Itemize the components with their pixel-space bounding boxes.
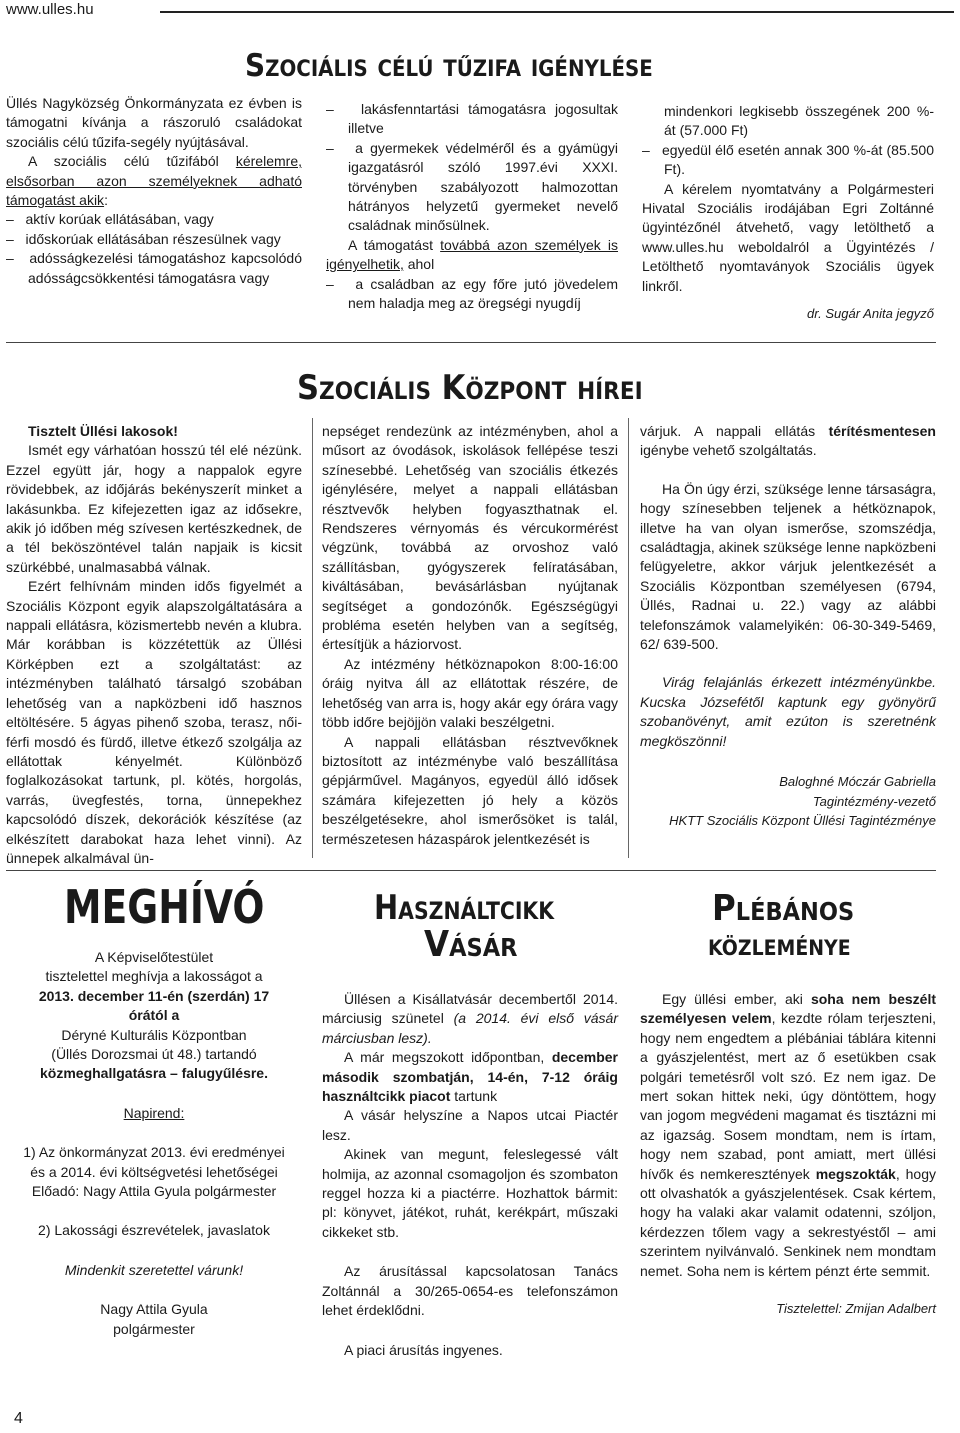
tuzifa-title: Szociális célú tűzifa igénylése	[245, 48, 653, 84]
kozpont-signature-org: HKTT Szociális Központ Üllési Tagintézménye	[669, 812, 936, 828]
meghivo-line: A Képviselőtestület	[94, 949, 214, 965]
meghivo-agenda-2: 2) Lakossági észrevételek, javaslatok	[38, 1222, 270, 1239]
kozpont-title: Szociális Központ hírei	[297, 368, 643, 408]
vasar-p1: Üllésen a Kisállatvásár decembertől 2014. márciusig szünetel (a 2014. évi első vásár márciusban lesz).	[322, 991, 619, 1046]
kozpont-p6: várjuk. A nappali ellátás térítésmentesen igénybe vehető szolgáltatás.	[640, 423, 936, 459]
vasar-title-1: Használtcikk	[374, 888, 555, 928]
vasar-p3: A vásár helyszíne a Napos utcai Piactér lesz.	[322, 1107, 618, 1143]
list-item: – a gyermekek védelméről és a gyámügyi igazgatásról szóló 1997.évi XXXI. törvényben szabályozott halmozottan hátrányos helyzetű gyermeket nevelő családnak minősülnek.	[326, 139, 618, 236]
list-item: – a családban az egy főre jutó jövedelem nem haladja meg az öregségi nyugdíj	[326, 275, 618, 314]
kozpont-signature-role: Tagintézmény-vezető	[812, 793, 936, 809]
meghivo-napirend: Napirend:	[123, 1104, 185, 1121]
meghivo-sign-name: Nagy Attila Gyula	[100, 1301, 208, 1318]
list-item: – lakásfenntartási támogatásra jogosultak illetve	[326, 100, 618, 139]
tuzifa-col-1	[6, 94, 302, 288]
kozpont-col-1	[6, 422, 302, 868]
meghivo-body	[6, 948, 302, 1339]
meghivo-sign-role: polgármester	[113, 1320, 195, 1337]
column-separator	[312, 418, 313, 858]
page-number: 4	[14, 1410, 23, 1427]
vasar-p6: A piaci árusítás ingyenes.	[344, 1341, 503, 1358]
section-divider	[6, 870, 936, 871]
kozpont-greeting: Tisztelt Üllési lakosok!	[28, 423, 178, 439]
plebanos-body	[640, 990, 936, 1319]
meghivo-address: (Üllés Dorozsmai út 48.) tartandó	[51, 1046, 257, 1063]
kozpont-col-2	[322, 422, 618, 849]
plebanos-title-2: közleménye	[708, 928, 851, 963]
vasar-p5: Az árusítással kapcsolatosan Tanács Zoltánnál a 30/265-0654-es telefonszámon lehet érdeklődni.	[322, 1263, 618, 1319]
site-url: www.ulles.hu	[6, 1, 94, 18]
kozpont-p5: A nappali ellátásban résztvevőknek biztosított az intézménybe való beszállítása gépjárművel. Magányos, egyedül álló idősek számára kifejezetten jó hely a közös beszélgetésekre, ahol ismerősöket is talál, természetesen házaspárok jelentkezését is	[322, 733, 618, 847]
meghivo-agenda-1b: és a 2014. évi költségvetési lehetőségei	[30, 1163, 278, 1180]
kozpont-col-3	[640, 422, 936, 830]
tuzifa-eligibility-underlined: kérelemre, elsősorban azon személyeknek adható támogatást akik	[6, 153, 302, 209]
plebanos-p1: Egy üllési ember, aki soha nem beszélt személyesen velem, kezdte rólam terjeszteni, hogy nem engedtem a plébániai táblára kitenni a gyászjelentést, mert az ő esetükben csak polgári temetésről volt szó. Ez nem igaz. De mert sokan hittek neki, úgy döntöttem, hogy van jogom megvédeni magamat és tisztázni mi az igazság. Sosem mondtam, nem is írtam, hogy nem szabad, pont amiatt, mert üllési hívők és nemkeresztények megszokták, hogy ott olvashatók a gyászjelentések. Csak kértem, hogy ha valaki akar valamit odatenni, szóljon, kérdezzen tőlem vagy a sekrestyéstől – ami szerintem nyilvánvaló. Senkinek nem mondtam nemet. Soha nem is kértem pénzt érte semmit.	[640, 991, 936, 1279]
list-item: – aktív korúak ellátásában, vagy	[6, 210, 302, 229]
kozpont-p4: Az intézmény hétköznapokon 8:00-16:00 óráig nyitva áll az ellátottak részére, de lehetőség van arra is, hogy akár egy órára vagy több időre bejöjjön valaki beszélgetni.	[322, 655, 618, 731]
meghivo-title: MEGHÍVÓ	[64, 880, 265, 934]
vasar-title-2: Vásár	[424, 924, 518, 965]
plebanos-signature: Tisztelettel: Zmijan Adalbert	[776, 1301, 936, 1317]
list-item: – időskorúak ellátásában részesülnek vagy	[6, 230, 302, 249]
meghivo-date: 2013. december 11-én (szerdán) 17	[38, 987, 270, 1004]
meghivo-agenda-1: 1) Az önkormányzat 2013. évi eredményei	[23, 1144, 285, 1161]
tuzifa-col-2	[326, 100, 618, 313]
section-divider	[6, 342, 936, 343]
meghivo-line: tisztelettel meghívja a lakosságot a	[45, 968, 263, 985]
list-item: – adósságkezelési támogatáshoz kapcsolódó adósságcsökkentési támogatásra vagy	[6, 249, 302, 288]
kozpont-signature-name: Baloghné Móczár Gabriella	[779, 774, 936, 790]
vasar-body	[322, 990, 618, 1360]
kozpont-p3: nepséget rendezünk az intézményben, ahol a műsort az óvodások, iskolások fellépése teszi színesebbé. Lehetőség van szociális étkezés igénylésére, melyet a nappali ellátásban résztvevők helyben fogyaszthatnak el. Rendszeres vérnyomás és vércukormérést végzünk, továbbá az orvoshoz való szállításban, gyógyszerek felíratásában, kiváltásában, bevásárlásban nyújtanak segítséget a gondozónők. Egészségügyi probléma esetén helyben van a segítség, értesítjük a háziorvost.	[322, 423, 618, 653]
meghivo-venue: Déryné Kulturális Központban	[61, 1026, 247, 1043]
meghivo-speaker: Előadó: Nagy Attila Gyula polgármester	[31, 1183, 277, 1200]
plebanos-title-1: Plébános	[712, 888, 855, 929]
tuzifa-signature: dr. Sugár Anita jegyző	[807, 306, 934, 322]
meghivo-closing: Mindenkit szeretettel várunk!	[64, 1261, 244, 1278]
tuzifa-col-3	[642, 102, 934, 323]
vasar-p2: A már megszokott időpontban, december második szombatján, 14-én, 7-12 óráig használtcikk piacot tartunk	[322, 1049, 618, 1105]
tuzifa-eligibility: A szociális célú tűzifából kérelemre, elsősorban azon személyeknek adható támogatást akik:	[6, 153, 302, 209]
kozpont-thanks: Virág felajánlás érkezett intézményünkbe. Kucska Józsefétől kaptunk egy gyönyörű szobanövényt, amit ezúton is szeretnénk megköszönni!	[640, 674, 936, 749]
kozpont-p2: Ezért felhívnám minden idős figyelmét a Szociális Központ egyik alapszolgáltatására a nappali ellátásra, közismertebb nevén a klubra. Már korábban is közzétettük az Üllési Körképben ezt a szolgáltatást: az intézményben található társalgó szobában lehetőség van a napközbeni idő hasznos eltöltésére. 5 ágyas pihenő szoba, terasz, női-férfi mosdó és fürdő, illetve étkező szolgálja az ellátottak kényelmét. Különböző foglalkozásokat tartunk, pl. kötés, horgolás, varrás, üvegfestés, torna, ünnepekhez kapcsolódó díszek, dekorációk készítése (az elkészített darabokat haza lehet vinni). Az ünnepek alkalmával ün-	[6, 578, 302, 866]
header-rule	[160, 11, 954, 13]
kozpont-p7: Ha Ön úgy érzi, szüksége lenne társaságra, hogy színesebben teljenek a hétköznapok, illetve ha van olyan ismerőse, szomszédja, családtagja, akinek szüksége lenne napközbeni felügyeletre, akkor várjuk jelentkezését a Szociális Központban személyesen (6794, Üllés, Radnai u. 22.) vagy az alábbi telefonszámok valamelyikén: 06-30-349-5469, 62/ 639-500.	[640, 480, 936, 653]
tuzifa-application: A kérelem nyomtatvány a Polgármesteri Hivatal Szociális irodájában Egri Zoltánné ügyintézőnél átvehető, vagy letölthető a www.ulles.hu weboldalról a Ügyintézés / Letölthető nyomtaványok Szociális ügyek linkről.	[642, 180, 934, 294]
tuzifa-intro: Üllés Nagyközség Önkormányzata ez évben is támogatni kívánja a rászoruló családokat szociális célú tűzifa-segély nyújtásával.	[6, 95, 302, 150]
column-separator	[628, 418, 629, 858]
meghivo-event: közmeghallgatásra – falugyűlésre.	[40, 1065, 268, 1082]
list-item: – egyedül élő esetén annak 300 %-át (85.500 Ft).	[642, 141, 934, 180]
meghivo-time: órától a	[128, 1007, 180, 1024]
tuzifa-additional-underlined: továbbá azon személyek is igényelhetik,	[326, 236, 619, 273]
tuzifa-additional: A támogatást továbbá azon személyek is igényelhetik, ahol	[326, 236, 619, 273]
vasar-p4: Akinek van megunt, feleslegessé vált holmija, az azonnal csomagoljon és szombaton reggel hozza ki a piactérre. Hozhattok bármit: pl: könyvet, játékot, ruhát, kerékpárt, műszaki cikkeket stb.	[322, 1146, 618, 1240]
kozpont-p1: Ismét egy várhatóan hosszú tél elé nézünk. Ezzel együtt jár, hogy a nappalok egyre rövidebbek, az időjárás bekényszerít minket a lakásunkba. Ez kifejezetten igaz az idősekre, akik jó időben még szívesen kertészkednek, de a tél beköszöntével talán napjaik is kicsit szürkébbé, unalmasabbá válnak.	[6, 442, 302, 575]
tuzifa-amount: mindenkori legkisebb összegének 200 %-át (57.000 Ft)	[664, 103, 934, 139]
